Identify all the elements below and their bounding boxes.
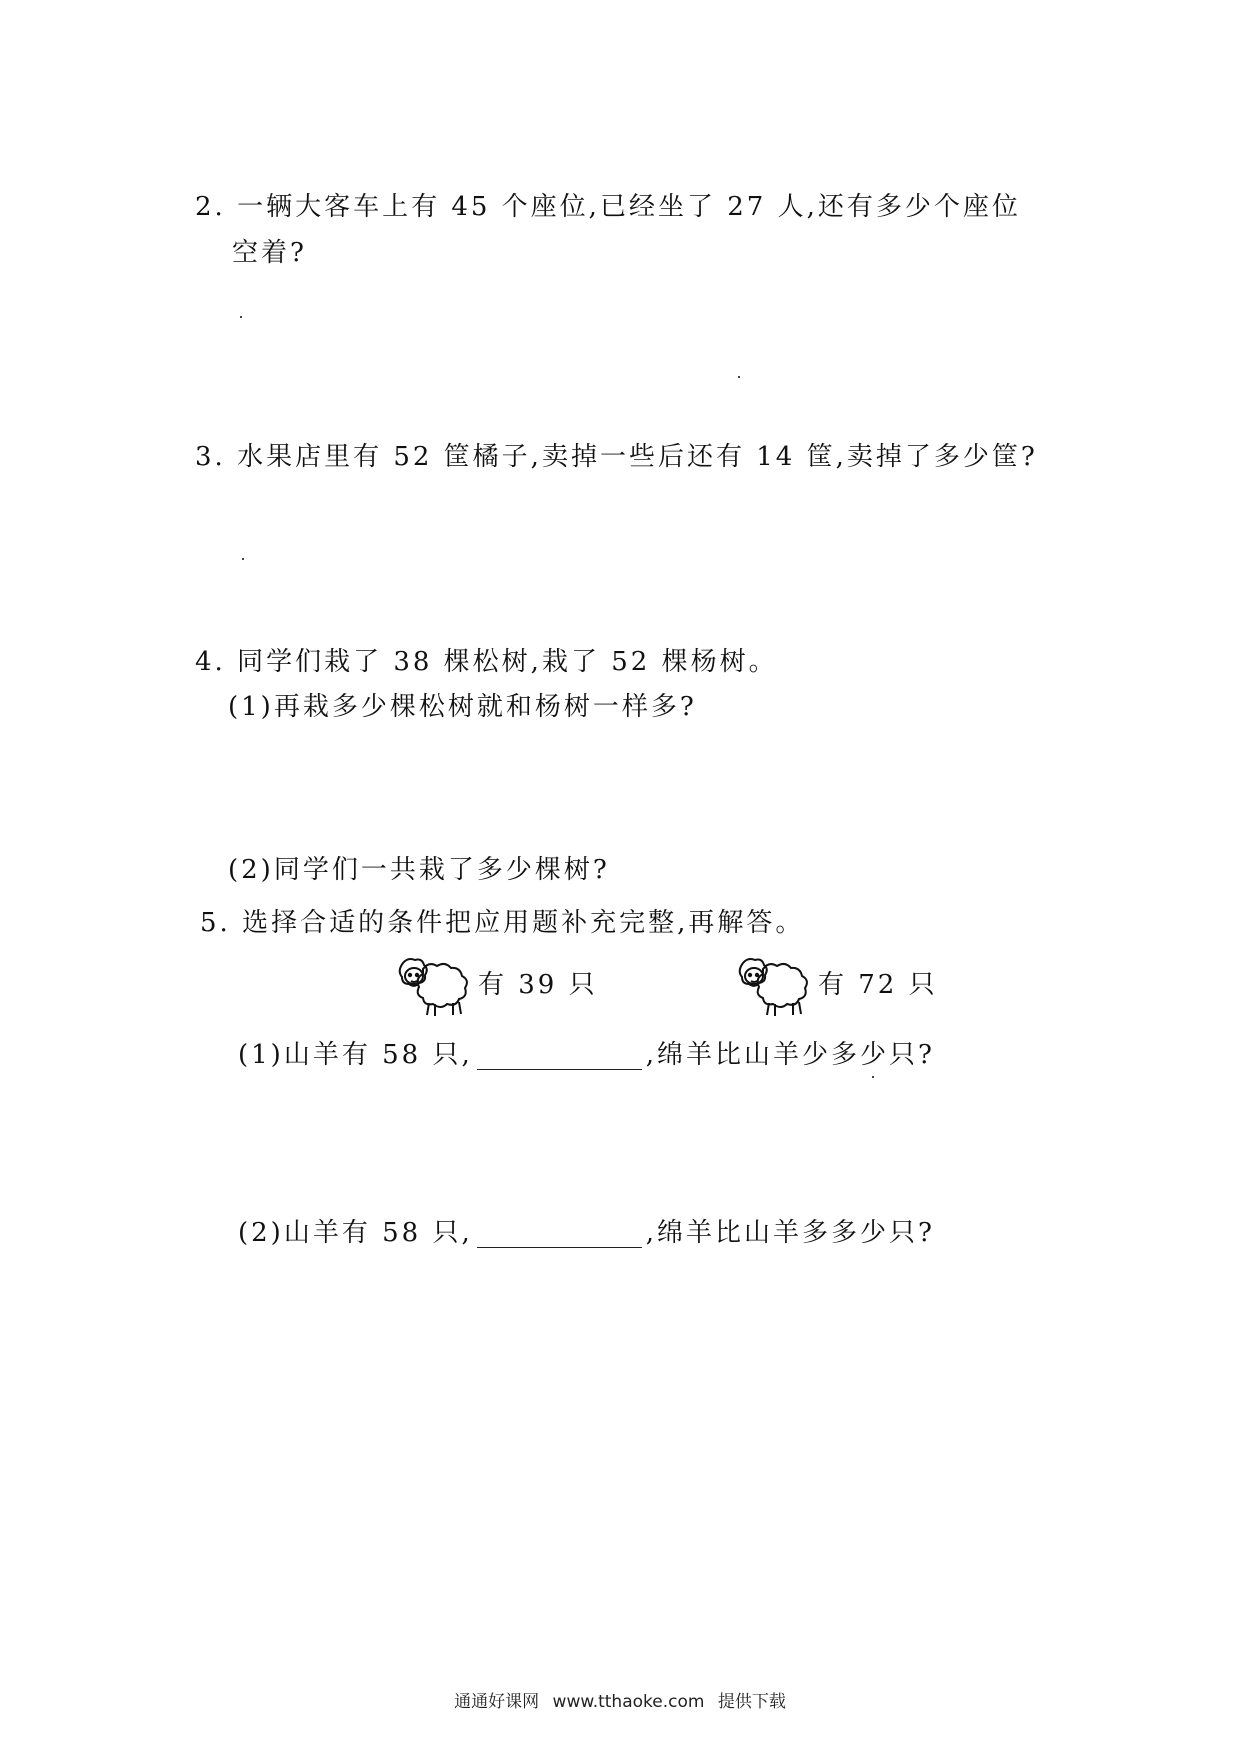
- scan-speck: [872, 1076, 874, 1078]
- footer-action: 提供下载: [717, 1692, 786, 1712]
- problem-4-question-1: (1)再栽多少棵松树就和杨树一样多?: [228, 692, 697, 722]
- answer-blank-1[interactable]: [477, 1045, 642, 1070]
- scan-speck: [738, 376, 740, 378]
- problem-5-question-1: [238, 1040, 935, 1070]
- scan-speck: [240, 316, 242, 318]
- scan-speck: [242, 558, 244, 560]
- page-footer: [0, 1692, 1240, 1712]
- problem-4-question-2: (2)同学们一共栽了多少棵树?: [228, 855, 610, 885]
- sheep-icon: [395, 955, 475, 1017]
- question-2-suffix: ,绵羊比山羊多多少只?: [645, 1218, 935, 1248]
- problem-2-line-2: 空着?: [232, 238, 307, 268]
- footer-url[interactable]: www.tthaoke.com: [552, 1692, 705, 1712]
- sheep-icon: [735, 955, 815, 1017]
- sheep-option-a-label: 有 39 只: [478, 970, 598, 1000]
- question-1-prefix: (1)山羊有 58 只,: [238, 1040, 473, 1070]
- problem-4-line-1: 4. 同学们栽了 38 棵松树,栽了 52 棵杨树。: [195, 647, 778, 677]
- sheep-option-b-label: 有 72 只: [818, 970, 938, 1000]
- problem-5-line-1: 5. 选择合适的条件把应用题补充完整,再解答。: [200, 908, 805, 938]
- question-2-prefix: (2)山羊有 58 只,: [238, 1218, 473, 1248]
- problem-2-line-1: 2. 一辆大客车上有 45 个座位,已经坐了 27 人,还有多少个座位: [195, 192, 1021, 222]
- footer-site-name: 通通好课网: [454, 1692, 540, 1712]
- problem-5-question-2: [238, 1218, 935, 1248]
- problem-3-line-1: 3. 水果店里有 52 筐橘子,卖掉一些后还有 14 筐,卖掉了多少筐?: [195, 442, 1038, 472]
- question-1-suffix: ,绵羊比山羊少多少只?: [645, 1040, 935, 1070]
- answer-blank-2[interactable]: [477, 1223, 642, 1248]
